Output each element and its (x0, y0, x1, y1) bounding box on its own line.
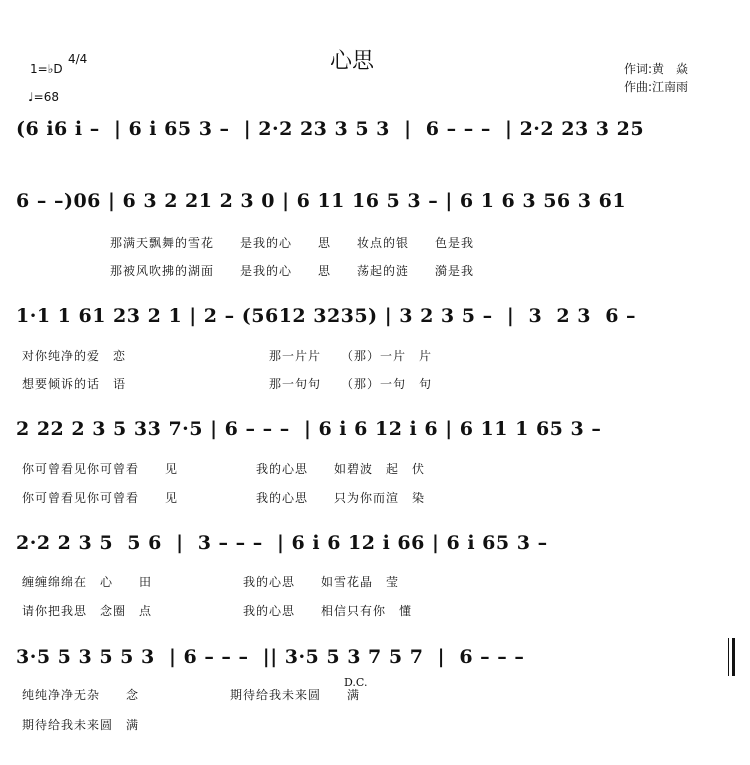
system-5-lyrics-2: 请你把我思 念圈 点 我的心思 相信只有你 懂 (22, 604, 413, 618)
system-2-lyrics-2: 那被风吹拂的湖面 是我的心 思 荡起的涟 漪是我 (110, 264, 475, 278)
system-6-notes: 3·5 5 3 5 5 3 | 6 – – – || 3·5 5 3 7 5 7 | 6 – – – (16, 646, 525, 668)
final-barline-thick (732, 638, 735, 676)
system-1-notes: (6 i6 i – | 6 i 65 3 – | 2·2 23 3 5 3 | 6 – – – | 2·2 23 3 25 (16, 118, 645, 140)
system-3-lyrics-2: 想要倾诉的话 语 那一句句 （那）一句 句 (22, 377, 433, 391)
lyricist-credit: 作词:黄 焱 (624, 62, 689, 76)
song-title: 心思 (330, 49, 375, 74)
tempo-marking: ♩=68 (28, 90, 59, 104)
key-signature: 1=♭D (30, 62, 63, 76)
time-signature: 4/4 (68, 52, 88, 66)
system-4-lyrics-1: 你可曾看见你可曾看 见 我的心思 如碧波 起 伏 (22, 462, 426, 476)
system-4-lyrics-2: 你可曾看见你可曾看 见 我的心思 只为你而渲 染 (22, 491, 426, 505)
system-6-lyrics-1: 纯纯净净无杂 念 期待给我未来圆 满 (22, 688, 361, 702)
system-5-lyrics-1: 缠缠绵绵在 心 田 我的心思 如雪花晶 莹 (22, 575, 400, 589)
system-2-notes: 6 – –)06 | 6 3 2 21 2 3 0 | 6 11 16 5 3 – | 6 1 6 3 56 3 61 (16, 190, 627, 212)
system-5-notes: 2·2 2 3 5 5 6 | 3 – – – | 6 i 6 12 i 66 | 6 i 65 3 – (16, 532, 548, 554)
dc-mark: D.C. (344, 676, 368, 689)
system-3-lyrics-1: 对你纯净的爱 恋 那一片片 （那）一片 片 (22, 349, 433, 363)
system-6-lyrics-2: 期待给我未来圆 满 (22, 718, 140, 732)
final-barline-thin (728, 638, 729, 676)
composer-credit: 作曲:江南雨 (624, 80, 689, 94)
system-3-notes: 1·1 1 61 23 2 1 | 2 – (5612 3235) | 3 2 3 5 – | 3 2 3 6 – (16, 305, 637, 327)
system-4-notes: 2 22 2 3 5 33 7·5 | 6 – – – | 6 i 6 12 i 6 | 6 11 1 65 3 – (16, 418, 602, 440)
system-2-lyrics-1: 那满天飘舞的雪花 是我的心 思 妆点的银 色是我 (110, 236, 475, 250)
